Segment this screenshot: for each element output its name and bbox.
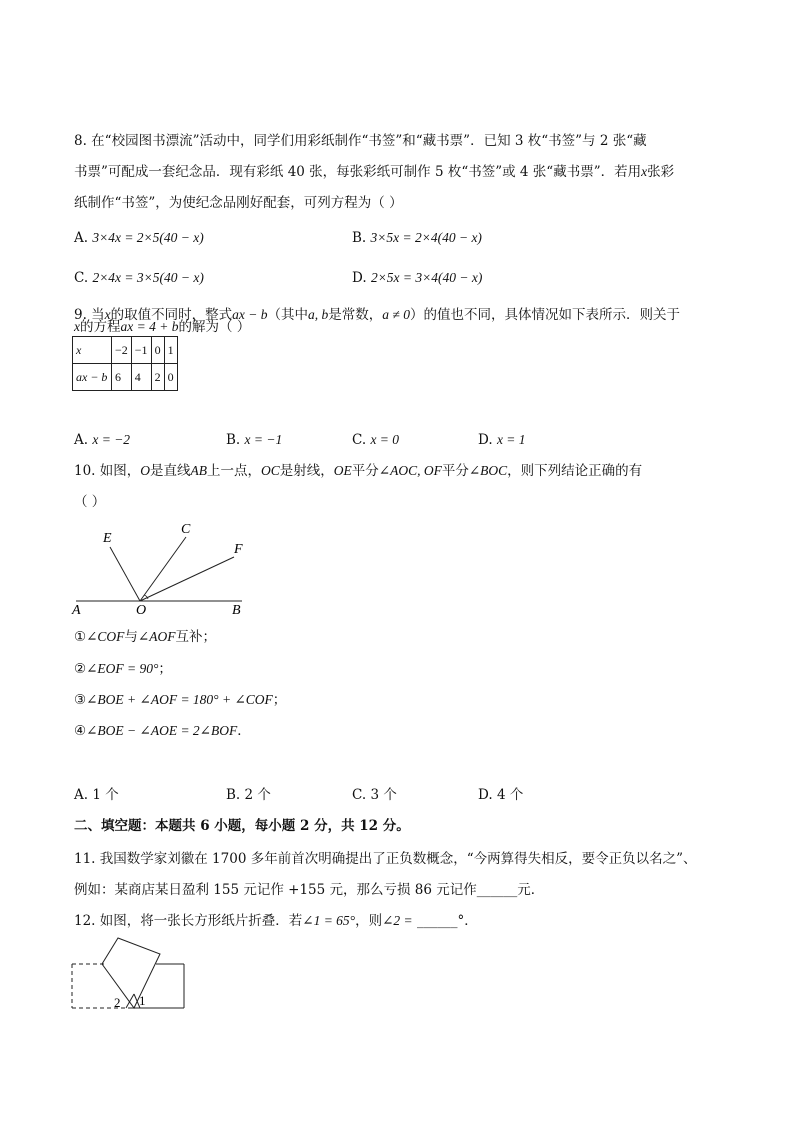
q8-line3: 纸制作“书签”，为使纪念品刚好配套，可列方程为（ ） [74,195,403,211]
q10-option-d[interactable] [478,785,523,805]
q8-option-d[interactable] [352,268,482,288]
q10-text: 平分 [351,463,379,479]
folded-flap [102,938,160,1008]
option-label: B. [352,230,367,246]
table-cell: 6 [112,364,132,391]
q10-text: 是射线， [279,463,334,479]
q10-var: OE [333,463,352,478]
table-cell: 0 [151,337,164,364]
table-row [73,337,178,364]
ray-of [140,557,234,601]
q9-option-d[interactable] [478,430,526,450]
statement-expr: ∠AOF [137,629,176,644]
q11-line1: 11. 我国数学家刘徽在 1700 多年前首次明确提出了正负数概念，“今两算得失相反，要令正负以名之”、 [74,851,697,867]
label-a: A [72,603,81,617]
option-expr: 2×5x = 3×4(40 − x) [370,270,483,285]
q9-text: （其中 [267,307,309,323]
q11-text: 元． [517,882,545,898]
q8-line2-tail: 张彩 [647,164,675,180]
option-label: D. [352,270,367,286]
q10-line1 [74,461,642,481]
statement-expr: ∠BOE + ∠AOF = 180° + ∠COF [86,692,273,707]
q12-text: ，则 [355,913,383,929]
label-f: F [234,542,243,557]
q10-angle-figure [70,515,255,617]
answer-blank[interactable]: ______ [476,882,518,898]
q12-line1 [74,911,478,931]
label-b: B [232,603,241,617]
q8-option-c[interactable] [74,268,204,288]
q9-var: x [104,307,111,322]
q10-option-b[interactable] [226,785,271,805]
option-text: 4 个 [496,787,524,803]
option-expr: x = 1 [496,432,526,447]
q9-text: 是常数， [328,307,383,323]
q8-var-x: x [641,164,648,179]
statement-text: ． [237,723,251,739]
q9-line2-real [74,317,250,337]
option-expr: 2×4x = 3×5(40 − x) [92,270,204,285]
q9-cond: a ≠ 0 [382,307,410,322]
q8-line2 [74,162,674,182]
option-label: D. [478,787,493,803]
q12-fold-figure [68,934,193,1016]
q10-var: ∠AOC, OF [378,463,442,478]
option-expr: x = −1 [244,432,283,447]
q12-expr: ∠1 = 65° [302,913,356,928]
statement-number: ① [74,629,87,645]
statement-text: 与 [124,629,138,645]
q10-line2: （ ） [74,494,106,510]
q9-text: 的取值不同时，整式 [110,307,233,323]
option-label: D. [478,432,493,448]
q11-text: 例如：某商店某日盈利 155 元记作 +155 元，那么亏损 86 元记作 [74,882,477,898]
table-cell: 1 [164,337,177,364]
statement-expr: ∠BOE − ∠AOE = 2∠BOF [86,723,238,738]
statement-text: ； [272,692,287,708]
q10-text: ，则下列结论正确的有 [507,463,643,479]
table-cell: −1 [131,337,151,364]
q10-statement-4 [74,721,251,741]
option-text: 3 个 [370,787,397,803]
option-text: 1 个 [92,787,119,803]
statement-expr: ∠COF [86,629,125,644]
label-o: O [136,603,147,617]
q10-statement-2 [74,659,172,679]
q9-var: x [74,319,80,334]
q9-value-table [72,336,178,391]
q9-option-a[interactable] [74,430,130,450]
statement-expr: ∠EOF = 90° [86,661,159,676]
statement-text: ； [158,661,172,677]
q9-text: 的方程 [80,319,121,335]
option-text: 2 个 [244,787,271,803]
q10-var: OC [261,463,280,478]
q10-option-a[interactable] [74,785,119,805]
q9-equation: ax = 4 + b [120,319,179,334]
q8-line1: 8. 在“校园图书漂流”活动中，同学们用彩纸制作“书签”和“藏书票”．已知 3 枚“书签”与 2 张“藏 [74,133,647,149]
q9-text: ）的值也不同，具体情况如下表所示．则关于 [409,307,680,323]
answer-blank[interactable]: ______ [416,913,458,929]
angle-1-label: 1 [139,993,146,1008]
statement-number: ③ [74,692,87,708]
option-label: A. [74,230,89,246]
q10-text: 是直线 [150,463,191,479]
q10-var: ∠BOC [468,463,508,478]
q10-text: 上一点， [207,463,262,479]
q9-expr: ax − b [232,307,268,322]
q12-text: °． [457,913,478,929]
q9-option-b[interactable] [226,430,282,450]
q10-text: 10. 如图， [74,463,141,479]
q8-line2-text: 书票”可配成一套纪念品．现有彩纸 40 张，每张彩纸可制作 5 枚“书签”或 4 张“藏书票”．若用 [74,164,642,180]
q11-line2 [74,880,544,900]
option-label: C. [352,432,367,448]
option-label: B. [226,432,241,448]
option-label: C. [74,270,89,286]
angle-2-label: 2 [114,995,121,1010]
q12-expr: ∠2 = [382,913,413,928]
q9-vars: a, b [308,307,329,322]
option-expr: x = −2 [92,432,131,447]
label-e: E [103,531,112,546]
q8-option-a[interactable] [74,228,204,248]
statement-text: 互补； [175,629,216,645]
table-cell: 0 [164,364,177,391]
q10-var: AB [190,463,208,478]
option-expr: x = 0 [370,432,400,447]
option-label: A. [74,787,89,803]
q10-var: O [140,463,151,478]
table-head: ax − b [73,364,112,391]
q8-option-b[interactable] [352,228,482,248]
q9-text: 的解为（ ） [178,319,251,335]
ray-oc [140,537,186,601]
ray-oe [110,547,140,601]
label-c: C [181,522,191,537]
section-desc: 本题共 6 小题，每小题 2 分，共 12 分。 [155,818,410,834]
option-expr: 3×4x = 2×5(40 − x) [92,230,204,245]
option-label: A. [74,432,89,448]
q10-option-c[interactable] [352,785,397,805]
q9-option-c[interactable] [352,430,399,450]
option-expr: 3×5x = 2×4(40 − x) [370,230,482,245]
q10-text: 平分 [441,463,469,479]
statement-number: ④ [74,723,87,739]
option-label: C. [352,787,367,803]
statement-number: ② [74,661,87,677]
table-head: x [73,337,112,364]
q9-text: 9. 当 [74,307,105,323]
table-row [73,364,178,391]
section-2-header [74,816,410,836]
table-cell: 4 [131,364,151,391]
q10-statement-1 [74,627,216,647]
table-cell: 2 [151,364,164,391]
q10-statement-3 [74,690,286,710]
table-cell: −2 [112,337,132,364]
option-label: B. [226,787,241,803]
section-title: 二、填空题： [74,818,155,834]
q12-text: 12. 如图，将一张长方形纸片折叠．若 [74,913,303,929]
